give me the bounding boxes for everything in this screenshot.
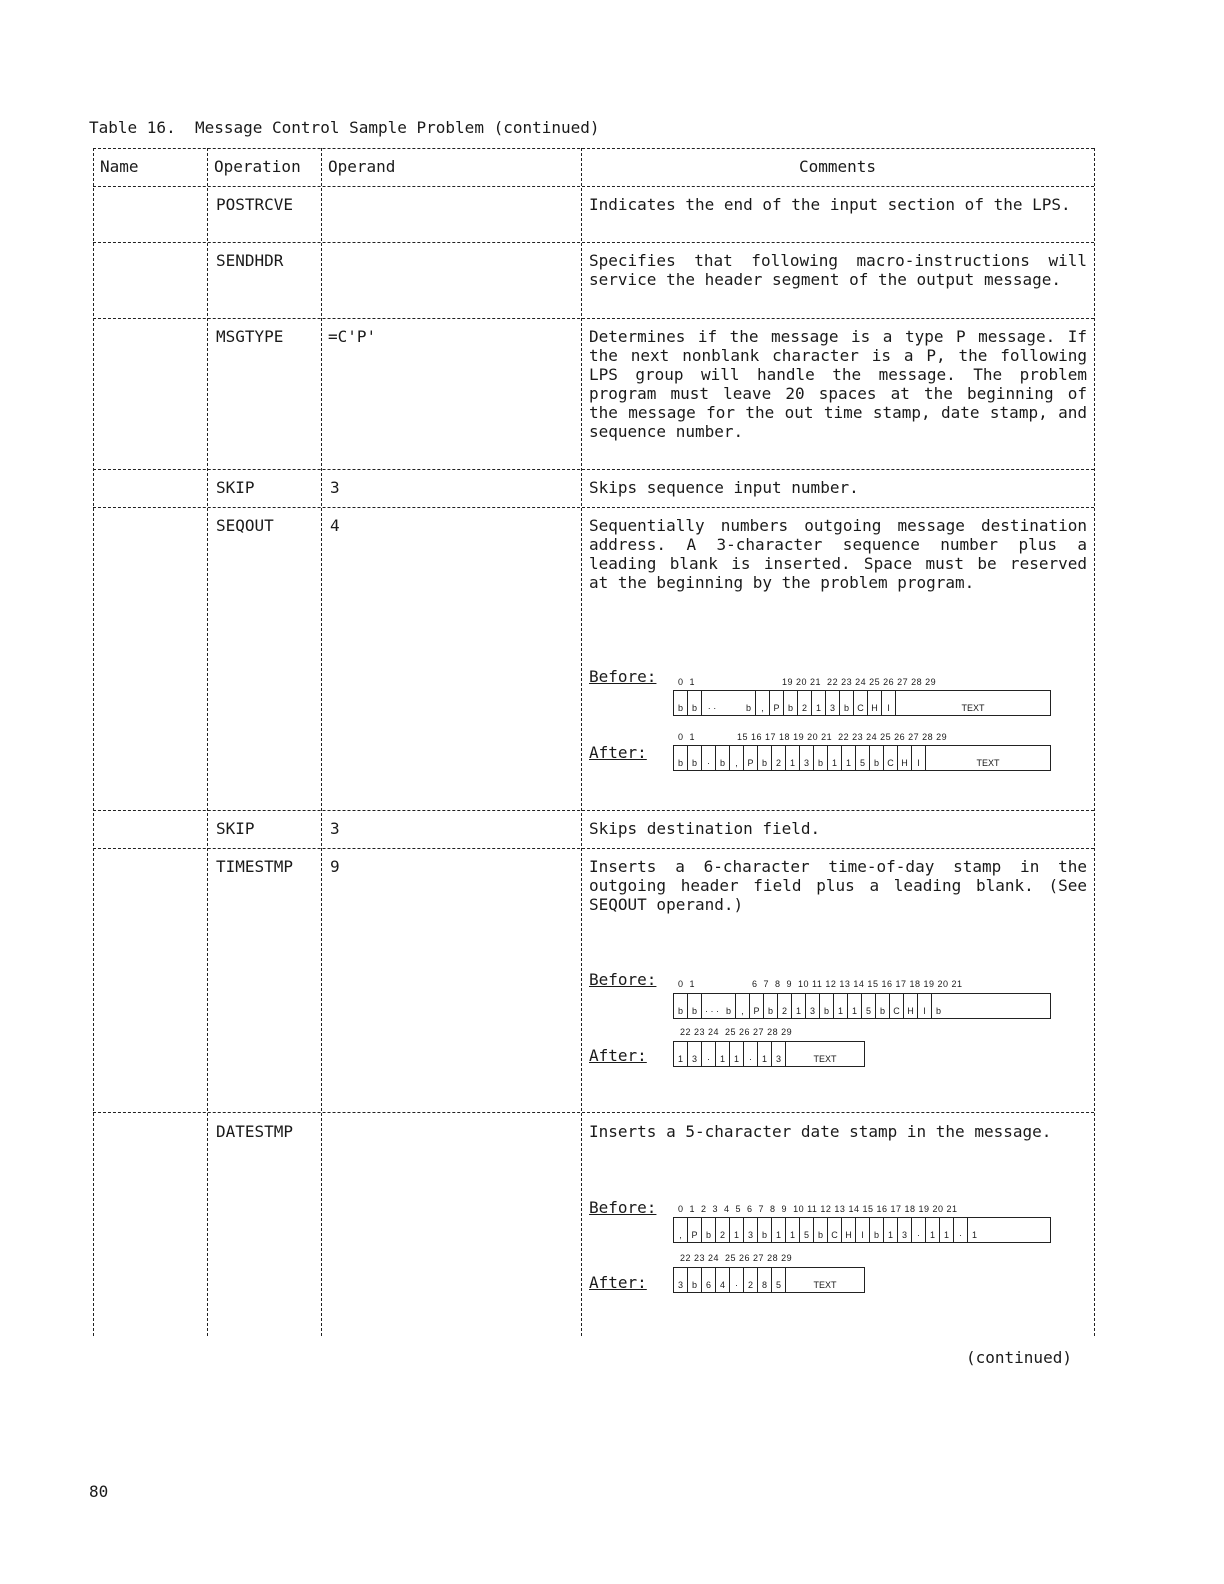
row-divider — [93, 848, 1094, 849]
field-cell: C — [854, 691, 868, 715]
field-cell: · — [702, 1042, 716, 1066]
position-numbers: 0 1 19 20 21 22 23 24 25 26 27 28 29 — [678, 677, 937, 687]
field-cell: C — [884, 746, 898, 770]
field-cell: · · — [707, 703, 717, 713]
field-cell: 4 — [716, 1268, 730, 1292]
field-cell: 3 — [688, 1042, 702, 1066]
comment-cell: Skips sequence input number. — [589, 478, 859, 497]
field-cell: C — [890, 994, 904, 1018]
field-cell: P — [688, 1218, 702, 1242]
before-label: Before: — [589, 970, 657, 989]
after-label: After: — [589, 1273, 647, 1292]
field-cell: 1 — [772, 1218, 786, 1242]
row-divider — [93, 148, 1094, 149]
operand-cell: =C'P' — [328, 327, 377, 346]
field-cell: P — [750, 994, 764, 1018]
column-divider — [581, 148, 582, 1336]
field-cell: 1 — [792, 994, 806, 1018]
field-cell: I — [856, 1218, 870, 1242]
field-cell: 2 — [744, 1268, 758, 1292]
comment-cell: Inserts a 5-character date stamp in the message. — [589, 1122, 1052, 1141]
field-cell: b — [758, 746, 772, 770]
row-divider — [93, 186, 1094, 187]
position-numbers: 22 23 24 25 26 27 28 29 — [680, 1253, 793, 1263]
field-cell: 3 — [806, 994, 820, 1018]
field-cell: b — [876, 994, 890, 1018]
column-divider — [321, 148, 322, 1336]
field-cell: 1 — [940, 1218, 954, 1242]
position-numbers: 0 1 6 7 8 9 10 11 12 13 14 15 16 17 18 19 20 21 — [678, 979, 963, 989]
field-cell: b — [784, 691, 798, 715]
field-cell: 5 — [800, 1218, 814, 1242]
operand-cell: 9 — [330, 857, 340, 876]
field-cell: b — [742, 691, 756, 715]
operation-cell: TIMESTMP — [216, 857, 294, 876]
field-cell: · — [702, 746, 716, 770]
field-cell: · — [912, 1218, 926, 1242]
date-after-field — [673, 1267, 865, 1293]
operation-cell: POSTRCVE — [216, 195, 294, 214]
operand-cell: 3 — [330, 478, 340, 497]
field-cell: H — [868, 691, 882, 715]
field-cell: H — [904, 994, 918, 1018]
before-label: Before: — [589, 667, 657, 686]
field-cell: · — [730, 1268, 744, 1292]
field-cell: b — [688, 994, 702, 1018]
comment-cell: Determines if the message is a type P message. If the next nonblank character is a P, the following LPS group will handle the message. The problem program must leave 20 spaces at the beginning of the message for the out time stamp, date stamp, and sequence number. — [589, 327, 1087, 441]
date-before-field — [673, 1217, 1051, 1243]
field-cell: 5 — [772, 1268, 786, 1292]
field-cell — [722, 691, 742, 715]
field-cell: , — [730, 746, 744, 770]
seqout-after-field — [673, 745, 1051, 771]
field-cell: 3 — [826, 691, 840, 715]
page-number: 80 — [89, 1482, 109, 1501]
operand-cell: 4 — [330, 516, 340, 535]
position-numbers: 0 1 15 16 17 18 19 20 21 22 23 24 25 26 27 28 29 — [678, 732, 948, 742]
column-divider — [207, 148, 208, 1336]
position-numbers: 22 23 24 25 26 27 28 29 — [680, 1027, 793, 1037]
operation-cell: SENDHDR — [216, 251, 284, 270]
field-cell: 1 — [674, 1042, 688, 1066]
field-cell: · · · — [705, 1006, 719, 1016]
field-cell: , — [736, 994, 750, 1018]
field-cell: 2 — [798, 691, 812, 715]
operation-cell: MSGTYPE — [216, 327, 284, 346]
field-cell: , — [756, 691, 770, 715]
row-divider — [93, 469, 1094, 470]
field-cell: TEXT — [976, 758, 1000, 768]
after-label: After: — [589, 743, 647, 762]
comment-cell: Specifies that following macro-instructions will service the header segment of the output message. — [589, 251, 1087, 289]
field-cell: 1 — [786, 746, 800, 770]
field-cell: H — [842, 1218, 856, 1242]
continued-note: (continued) — [966, 1348, 1072, 1367]
time-before-field — [673, 993, 1051, 1019]
field-cell: b — [758, 1218, 772, 1242]
field-cell: 1 — [758, 1042, 772, 1066]
table-caption: Table 16. Message Control Sample Problem (continued) — [89, 118, 600, 137]
header-operand: Operand — [328, 157, 396, 176]
field-cell: 1 — [842, 746, 856, 770]
field-cell: H — [898, 746, 912, 770]
seqout-before-field — [673, 690, 1051, 716]
time-after-field — [673, 1041, 865, 1067]
field-cell: b — [674, 746, 688, 770]
field-cell: P — [744, 746, 758, 770]
field-cell: b — [674, 994, 688, 1018]
comment-cell: Sequentially numbers outgoing message destination address. A 3-character sequence number plus a leading blank is inserted. Space must be reserved at the beginning by the problem program. — [589, 516, 1087, 592]
field-cell: , — [674, 1218, 688, 1242]
row-divider — [93, 318, 1094, 319]
field-cell: b — [702, 1218, 716, 1242]
field-cell: I — [912, 746, 926, 770]
field-cell: b — [688, 691, 702, 715]
field-cell: b — [840, 691, 854, 715]
field-cell: 3 — [898, 1218, 912, 1242]
comment-cell: Inserts a 6-character time-of-day stamp in the outgoing header field plus a leading blank. (See SEQOUT operand.) — [589, 857, 1087, 914]
field-cell: · — [744, 1042, 758, 1066]
operation-cell: SKIP — [216, 478, 255, 497]
operand-cell: 3 — [330, 819, 340, 838]
field-cell: 3 — [800, 746, 814, 770]
field-cell: 1 — [812, 691, 826, 715]
field-cell: 6 — [702, 1268, 716, 1292]
header-name: Name — [100, 157, 139, 176]
field-cell: 3 — [744, 1218, 758, 1242]
field-cell: 1 — [730, 1218, 744, 1242]
field-cell: TEXT — [813, 1280, 837, 1290]
field-cell: b — [674, 691, 688, 715]
field-cell: 5 — [856, 746, 870, 770]
field-cell: 2 — [716, 1218, 730, 1242]
field-cell: C — [828, 1218, 842, 1242]
header-operation: Operation — [214, 157, 301, 176]
field-cell: 1 — [730, 1042, 744, 1066]
table-border-left — [93, 148, 94, 1336]
row-divider — [93, 1112, 1094, 1113]
field-cell: I — [882, 691, 896, 715]
field-cell: TEXT — [813, 1054, 837, 1064]
field-cell: b — [688, 746, 702, 770]
operation-cell: SEQOUT — [216, 516, 274, 535]
field-cell: P — [770, 691, 784, 715]
field-cell: 2 — [772, 746, 786, 770]
field-cell: 1 — [848, 994, 862, 1018]
field-cell: · — [954, 1218, 968, 1242]
field-cell: I — [918, 994, 932, 1018]
operation-cell: SKIP — [216, 819, 255, 838]
field-cell: 1 — [971, 1230, 977, 1240]
field-cell: 1 — [828, 746, 842, 770]
comment-cell: Indicates the end of the input section of the LPS. — [589, 195, 1071, 214]
field-cell: 1 — [884, 1218, 898, 1242]
field-cell: b — [870, 746, 884, 770]
field-cell: b — [764, 994, 778, 1018]
field-cell: 5 — [862, 994, 876, 1018]
field-cell: 3 — [772, 1042, 786, 1066]
field-cell: b — [722, 994, 736, 1018]
field-cell: 3 — [674, 1268, 688, 1292]
row-divider — [93, 507, 1094, 508]
field-cell: TEXT — [961, 703, 985, 713]
field-cell: 1 — [834, 994, 848, 1018]
field-cell: b — [814, 1218, 828, 1242]
header-comments: Comments — [798, 157, 877, 176]
field-cell: b — [716, 746, 730, 770]
field-cell: 1 — [786, 1218, 800, 1242]
after-label: After: — [589, 1046, 647, 1065]
field-cell: 1 — [926, 1218, 940, 1242]
field-cell: b — [870, 1218, 884, 1242]
position-numbers: 0 1 2 3 4 5 6 7 8 9 10 11 12 13 14 15 16 17 18 19 20 21 — [678, 1204, 958, 1214]
before-label: Before: — [589, 1198, 657, 1217]
field-cell: b — [935, 1006, 941, 1016]
field-cell: b — [688, 1268, 702, 1292]
operation-cell: DATESTMP — [216, 1122, 294, 1141]
row-divider — [93, 810, 1094, 811]
field-cell: 1 — [716, 1042, 730, 1066]
comment-cell: Skips destination field. — [589, 819, 821, 838]
field-cell: b — [814, 746, 828, 770]
field-cell: b — [820, 994, 834, 1018]
table-border-right — [1094, 148, 1095, 1336]
row-divider — [93, 242, 1094, 243]
field-cell: 8 — [758, 1268, 772, 1292]
field-cell: 2 — [778, 994, 792, 1018]
